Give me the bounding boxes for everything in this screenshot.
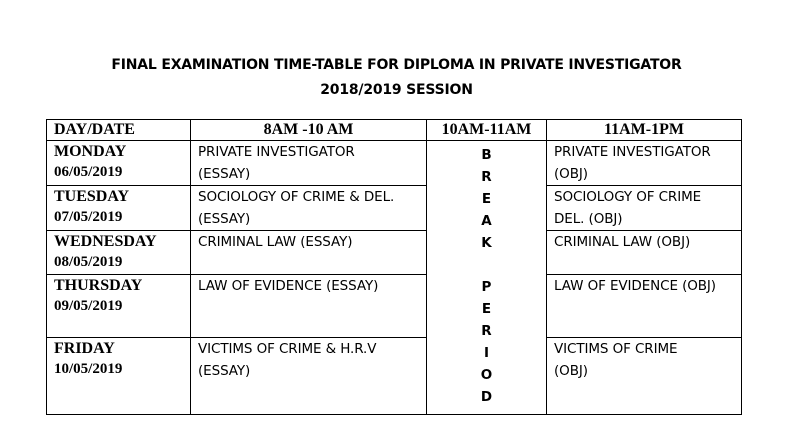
period-letter: E bbox=[481, 301, 492, 317]
slot-3-cell bbox=[547, 186, 742, 231]
slot-1-cell bbox=[191, 141, 427, 186]
header-slot-2: 10AM-11AM bbox=[427, 120, 547, 141]
header-day-date: DAY/DATE bbox=[47, 120, 191, 141]
header-row bbox=[47, 120, 742, 141]
period-letter: R bbox=[481, 323, 492, 339]
subject-line: CRIMINAL LAW (ESSAY) bbox=[198, 234, 353, 250]
table-row bbox=[47, 231, 742, 275]
day-date: 08/05/2019 bbox=[54, 254, 123, 270]
slot-1-cell bbox=[191, 186, 427, 231]
day-date: 07/05/2019 bbox=[54, 209, 123, 225]
table-row bbox=[47, 338, 742, 415]
break-letter: E bbox=[481, 191, 492, 207]
break-letter: R bbox=[481, 169, 492, 185]
document-title: FINAL EXAMINATION TIME-TABLE FOR DIPLOMA IN PRIVATE INVESTIGATOR bbox=[111, 57, 682, 73]
day-name: WEDNESDAY bbox=[54, 233, 157, 250]
subject-line: (ESSAY) bbox=[198, 363, 251, 379]
subject-line: PRIVATE INVESTIGATOR bbox=[198, 144, 355, 160]
period-letter: D bbox=[480, 389, 493, 405]
break-letter: B bbox=[481, 147, 492, 163]
day-cell bbox=[47, 186, 191, 231]
subject-line: VICTIMS OF CRIME bbox=[554, 341, 678, 357]
table-row bbox=[47, 186, 742, 231]
header-slot-3: 11AM-1PM bbox=[547, 120, 742, 141]
slot-3-cell bbox=[547, 231, 742, 275]
slot-3-cell bbox=[547, 275, 742, 338]
subject-line: LAW OF EVIDENCE (OBJ) bbox=[554, 278, 716, 294]
subject-line: (OBJ) bbox=[554, 363, 588, 379]
subject-line: SOCIOLOGY OF CRIME bbox=[554, 189, 702, 205]
slot-3-cell bbox=[547, 338, 742, 415]
subject-line: CRIMINAL LAW (OBJ) bbox=[554, 234, 691, 250]
table-row bbox=[47, 141, 742, 186]
day-date: 09/05/2019 bbox=[54, 298, 123, 314]
subject-line: (OBJ) bbox=[554, 166, 588, 182]
day-name: TUESDAY bbox=[54, 188, 129, 205]
subject-line: DEL. (OBJ) bbox=[554, 211, 623, 227]
timetable bbox=[46, 119, 742, 415]
slot-1-cell bbox=[191, 275, 427, 338]
period-letter: P bbox=[481, 279, 492, 295]
break-letter: A bbox=[481, 213, 492, 229]
day-cell bbox=[47, 338, 191, 415]
subject-line: PRIVATE INVESTIGATOR bbox=[554, 144, 711, 160]
slot-3-cell bbox=[547, 141, 742, 186]
subject-line: LAW OF EVIDENCE (ESSAY) bbox=[198, 278, 379, 294]
day-date: 06/05/2019 bbox=[54, 164, 123, 180]
header-slot-1: 8AM -10 AM bbox=[191, 120, 427, 141]
subject-line: (ESSAY) bbox=[198, 166, 251, 182]
subject-line: SOCIOLOGY OF CRIME & DEL. bbox=[198, 189, 395, 205]
day-cell bbox=[47, 275, 191, 338]
break-period-cell bbox=[427, 141, 547, 415]
day-date: 10/05/2019 bbox=[54, 361, 123, 377]
break-period-text bbox=[427, 141, 546, 408]
table-row bbox=[47, 275, 742, 338]
slot-1-cell bbox=[191, 338, 427, 415]
day-name: FRIDAY bbox=[54, 340, 115, 357]
day-cell bbox=[47, 231, 191, 275]
subject-line: VICTIMS OF CRIME & H.R.V bbox=[198, 341, 377, 357]
day-name: THURSDAY bbox=[54, 277, 143, 294]
day-cell bbox=[47, 141, 191, 186]
day-name: MONDAY bbox=[54, 143, 127, 160]
period-letter: I bbox=[483, 345, 490, 361]
slot-1-cell bbox=[191, 231, 427, 275]
period-letter: O bbox=[480, 367, 493, 383]
break-letter: K bbox=[481, 235, 492, 251]
subject-line: (ESSAY) bbox=[198, 211, 251, 227]
session-title: 2018/2019 SESSION bbox=[320, 82, 473, 98]
